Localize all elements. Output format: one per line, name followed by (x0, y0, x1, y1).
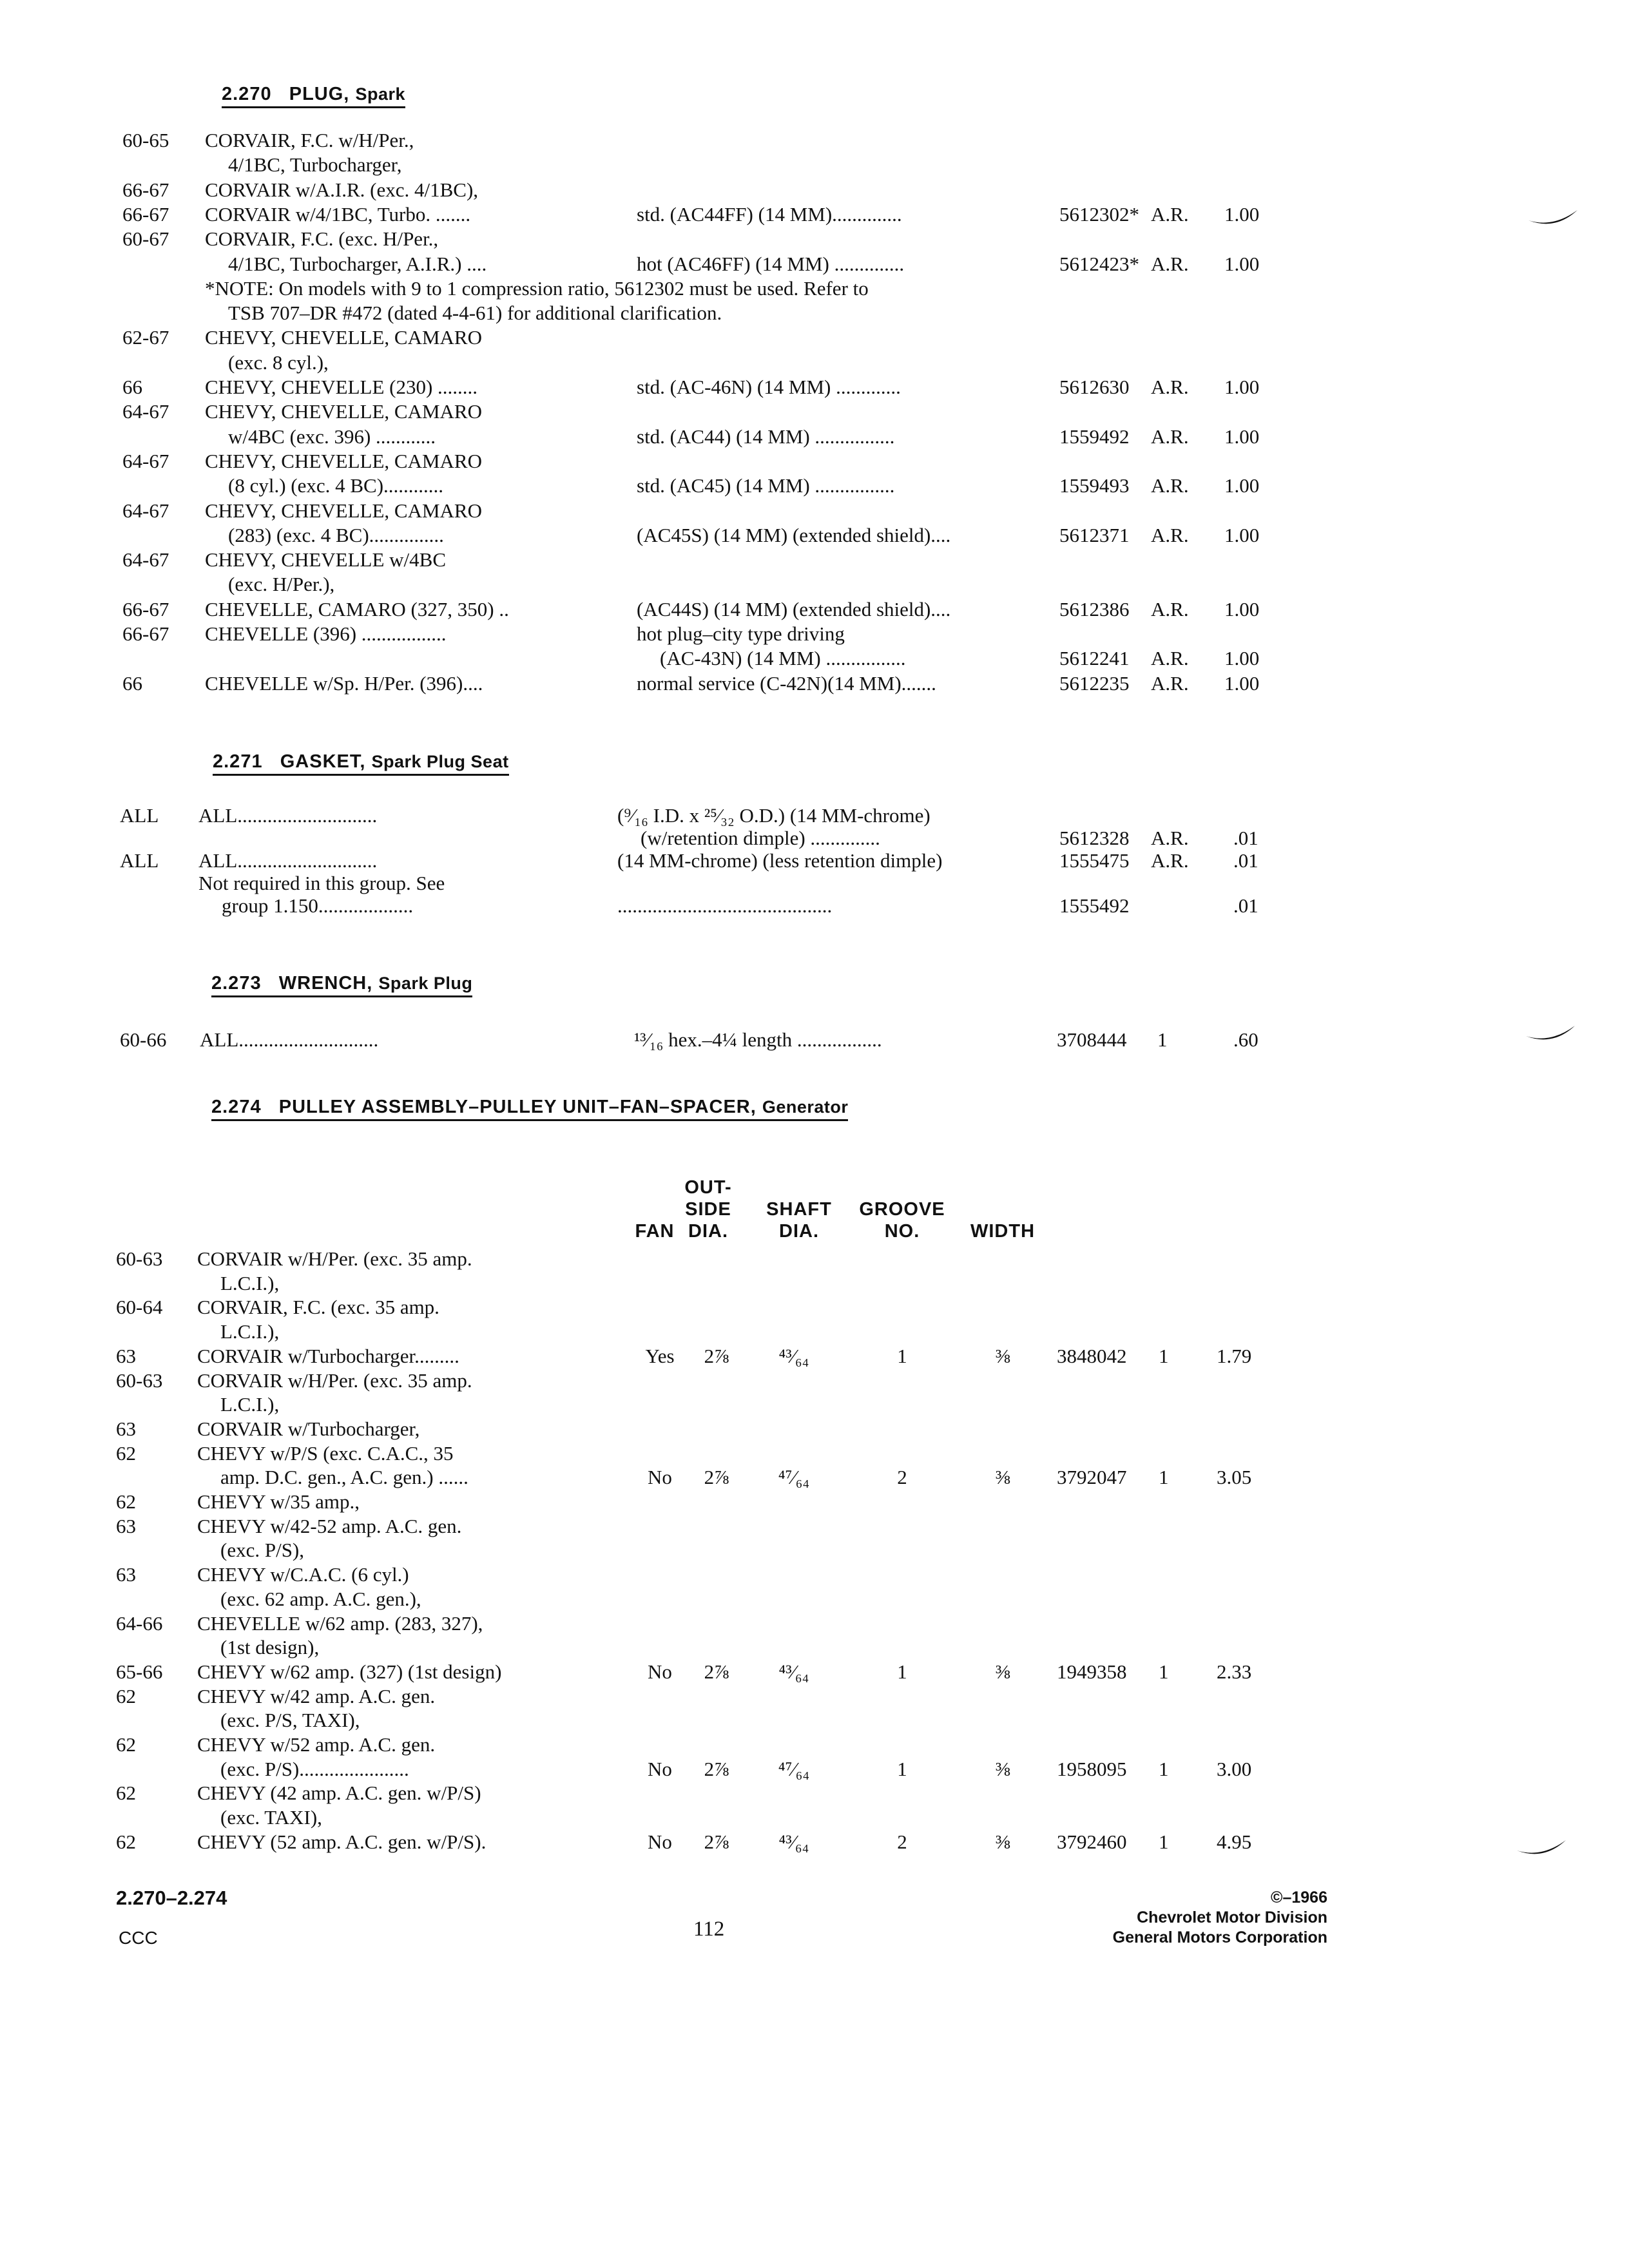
section-number: 2.274 (211, 1097, 262, 1117)
price: 4.95 (1217, 1830, 1252, 1853)
model-description: group 1.150................... (222, 894, 414, 917)
model-description: CHEVY, CHEVELLE, CAMARO (205, 326, 482, 349)
shaft-diameter: ⁴³⁄₆₄ (778, 1344, 809, 1367)
price: 1.00 (1224, 647, 1260, 670)
model-description: (exc. TAXI), (220, 1806, 322, 1829)
model-description: CHEVY (52 amp. A.C. gen. w/P/S). (197, 1830, 487, 1853)
model-description: CHEVY, CHEVELLE, CAMARO (205, 400, 482, 423)
quantity: A.R. (1151, 671, 1189, 695)
part-number: 5612235 (1059, 671, 1130, 695)
section-subtitle: Generator (762, 1097, 849, 1117)
outside-diameter: 2⅞ (704, 1344, 729, 1367)
year-range: 62 (116, 1490, 136, 1513)
binder-mark-icon (1525, 1021, 1576, 1046)
part-number: 3848042 (1057, 1344, 1127, 1367)
quantity: A.R. (1151, 849, 1189, 872)
model-description: CORVAIR, F.C. (exc. 35 amp. (197, 1296, 439, 1319)
price: 1.00 (1224, 474, 1260, 497)
model-description: L.C.I.), (220, 1271, 280, 1294)
year-range: 64-67 (122, 548, 169, 572)
year-range: 63 (116, 1417, 136, 1440)
year-range: 62-67 (122, 326, 169, 349)
section-subtitle: Spark Plug Seat (371, 752, 509, 771)
model-description: TSB 707–DR #472 (dated 4-4-61) for additional clarification. (228, 302, 722, 325)
part-number: 5612328 (1059, 827, 1130, 849)
year-range: 66 (122, 671, 142, 695)
groove-number: 2 (897, 1830, 907, 1853)
part-number: 5612371 (1059, 523, 1130, 546)
price: 1.00 (1224, 376, 1260, 398)
year-range: 64-67 (122, 449, 169, 472)
part-description: ........................................... (617, 894, 833, 917)
year-range: 62 (116, 1441, 136, 1465)
section-subtitle: Spark Plug (378, 974, 473, 993)
model-description: CHEVY w/35 amp., (197, 1490, 360, 1513)
part-description: hot plug–city type driving (637, 622, 845, 645)
section-heading-2-274 (211, 1097, 848, 1121)
section-title: PULLEY ASSEMBLY–PULLEY UNIT–FAN–SPACER, (278, 1097, 757, 1117)
model-description: CHEVELLE (396) ................. (205, 622, 447, 645)
groove-number: 2 (897, 1466, 907, 1489)
part-number: 5612423* (1059, 252, 1139, 275)
fan: No (648, 1466, 672, 1489)
price: 3.00 (1217, 1757, 1252, 1780)
model-description: Not required in this group. See (198, 872, 445, 894)
year-range: 60-63 (116, 1247, 163, 1270)
part-number: 5612302* (1059, 202, 1139, 226)
part-number: 5612241 (1059, 647, 1130, 670)
part-description: (AC-43N) (14 MM) ................ (660, 647, 906, 670)
price: 1.00 (1224, 425, 1260, 448)
model-description: CHEVY w/62 amp. (327) (1st design) (197, 1660, 502, 1683)
model-description: CORVAIR w/H/Per. (exc. 35 amp. (197, 1369, 472, 1392)
section-heading-2-270 (222, 84, 405, 108)
quantity: A.R. (1151, 202, 1189, 226)
year-range: 64-66 (116, 1611, 163, 1635)
part-number: 3792047 (1057, 1466, 1127, 1489)
width: ⅜ (995, 1344, 1010, 1367)
model-description: (exc. P/S, TAXI), (220, 1709, 360, 1732)
model-description: 4/1BC, Turbocharger, (228, 153, 402, 177)
model-description: (exc. P/S), (220, 1539, 305, 1562)
year-range: 64-67 (122, 499, 169, 522)
model-description: CORVAIR w/H/Per. (exc. 35 amp. (197, 1247, 472, 1270)
year-range: 66-67 (122, 178, 169, 201)
footer-code: CCC (119, 1928, 158, 1948)
fan: No (648, 1660, 672, 1683)
part-description: (w/retention dimple) .............. (641, 827, 880, 849)
model-description: CHEVELLE w/62 amp. (283, 327), (197, 1611, 483, 1635)
outside-diameter: 2⅞ (704, 1660, 729, 1683)
year-range: 62 (116, 1782, 136, 1805)
model-description: CORVAIR, F.C. w/H/Per., (205, 129, 414, 151)
groove-number: 1 (897, 1660, 907, 1683)
price: 1.00 (1224, 252, 1260, 275)
model-description: CHEVY w/52 amp. A.C. gen. (197, 1733, 436, 1756)
year-range: ALL (120, 804, 159, 827)
column-header-fan: FAN (635, 1221, 675, 1242)
part-number: 1555492 (1059, 894, 1130, 917)
model-description: CORVAIR w/Turbocharger, (197, 1417, 420, 1440)
model-description: ALL............................ (198, 804, 378, 827)
part-number: 5612630 (1059, 376, 1130, 398)
part-number: 1958095 (1057, 1757, 1127, 1780)
price: 1.79 (1217, 1344, 1252, 1367)
model-description: CHEVY, CHEVELLE, CAMARO (205, 449, 482, 472)
binder-mark-icon (1527, 205, 1579, 231)
section-subtitle: Spark (355, 84, 405, 104)
footer-group-range: 2.270–2.274 (116, 1887, 227, 1909)
part-number: 5612386 (1059, 597, 1130, 620)
quantity: A.R. (1151, 252, 1189, 275)
year-range: 66-67 (122, 202, 169, 226)
year-range: 64-67 (122, 400, 169, 423)
model-description: CHEVELLE w/Sp. H/Per. (396).... (205, 671, 483, 695)
model-description: CORVAIR w/4/1BC, Turbo. ....... (205, 202, 471, 226)
model-description: CHEVY, CHEVELLE (230) ........ (205, 376, 478, 398)
model-description: CHEVY, CHEVELLE, CAMARO (205, 499, 482, 522)
year-range: 60-67 (122, 227, 169, 251)
model-description: *NOTE: On models with 9 to 1 compression ratio, 5612302 must be used. Refer to (205, 276, 869, 300)
part-number: 3708444 (1057, 1028, 1127, 1051)
model-description: L.C.I.), (220, 1393, 280, 1416)
year-range: 66-67 (122, 597, 169, 620)
model-description: ALL............................ (200, 1028, 379, 1051)
part-description: (⁹⁄₁₆ I.D. x ²⁵⁄₃₂ O.D.) (14 MM-chrome) (617, 804, 930, 827)
quantity: A.R. (1151, 597, 1189, 620)
quantity: A.R. (1151, 376, 1189, 398)
part-description: std. (AC44FF) (14 MM).............. (637, 202, 902, 226)
model-description: CORVAIR, F.C. (exc. H/Per., (205, 227, 439, 251)
year-range: 60-65 (122, 129, 169, 151)
quantity: 1 (1157, 1028, 1168, 1051)
shaft-diameter: ⁴³⁄₆₄ (778, 1660, 809, 1683)
price: 3.05 (1217, 1466, 1252, 1489)
section-title: WRENCH, (278, 973, 373, 994)
model-description: L.C.I.), (220, 1320, 280, 1343)
price: 1.00 (1224, 202, 1260, 226)
column-header-groove-no: GROOVE NO. (859, 1199, 945, 1242)
part-number: 1559493 (1059, 474, 1130, 497)
price: .01 (1233, 849, 1258, 872)
footer-division: Chevrolet Motor Division (1137, 1908, 1327, 1927)
section-title: PLUG, (289, 84, 350, 104)
part-description: normal service (C-42N)(14 MM)....... (637, 671, 936, 695)
year-range: 62 (116, 1684, 136, 1707)
year-range: 65-66 (116, 1660, 163, 1683)
section-title: GASKET, (280, 751, 366, 772)
width: ⅜ (995, 1660, 1010, 1683)
part-description: (14 MM-chrome) (less retention dimple) (617, 849, 943, 872)
price: 1.00 (1224, 523, 1260, 546)
price: 2.33 (1217, 1660, 1252, 1683)
model-description: w/4BC (exc. 396) ............ (228, 425, 436, 448)
model-description: CHEVY w/42-52 amp. A.C. gen. (197, 1514, 462, 1537)
model-description: CHEVY (42 amp. A.C. gen. w/P/S) (197, 1782, 481, 1805)
model-description: CORVAIR w/Turbocharger......... (197, 1344, 459, 1367)
model-description: 4/1BC, Turbocharger, A.I.R.) .... (228, 252, 487, 275)
part-number: 1559492 (1059, 425, 1130, 448)
footer-copyright: ©–1966 (1271, 1888, 1327, 1907)
year-range: 60-63 (116, 1369, 163, 1392)
year-range: 66 (122, 376, 142, 398)
quantity: A.R. (1151, 474, 1189, 497)
quantity: A.R. (1151, 425, 1189, 448)
part-description: std. (AC45) (14 MM) ................ (637, 474, 895, 497)
width: ⅜ (995, 1830, 1010, 1853)
part-description: std. (AC-46N) (14 MM) ............. (637, 376, 901, 398)
binder-mark-icon (1516, 1835, 1567, 1861)
outside-diameter: 2⅞ (704, 1830, 729, 1853)
quantity: 1 (1159, 1660, 1169, 1683)
model-description: (283) (exc. 4 BC)............... (228, 523, 444, 546)
part-description: hot (AC46FF) (14 MM) .............. (637, 252, 905, 275)
model-description: CHEVY w/P/S (exc. C.A.C., 35 (197, 1441, 454, 1465)
section-heading-2-271 (213, 751, 509, 776)
year-range: 63 (116, 1344, 136, 1367)
width: ⅜ (995, 1757, 1010, 1780)
model-description: ALL............................ (198, 849, 378, 872)
model-description: (exc. P/S)...................... (220, 1757, 409, 1780)
part-description: (AC45S) (14 MM) (extended shield).... (637, 523, 951, 546)
quantity: A.R. (1151, 647, 1189, 670)
part-description: (AC44S) (14 MM) (extended shield).... (637, 597, 951, 620)
quantity: 1 (1159, 1830, 1169, 1853)
model-description: CORVAIR w/A.I.R. (exc. 4/1BC), (205, 178, 479, 201)
model-description: (exc. H/Per.), (228, 573, 335, 596)
page-number: 112 (693, 1917, 725, 1941)
part-description: std. (AC44) (14 MM) ................ (637, 425, 895, 448)
footer-corporation: General Motors Corporation (1112, 1928, 1327, 1946)
section-heading-2-273 (211, 973, 472, 997)
groove-number: 1 (897, 1344, 907, 1367)
quantity: 1 (1159, 1466, 1169, 1489)
model-description: CHEVELLE, CAMARO (327, 350) .. (205, 597, 509, 620)
part-number: 3792460 (1057, 1830, 1127, 1853)
year-range: 63 (116, 1514, 136, 1537)
outside-diameter: 2⅞ (704, 1757, 729, 1780)
shaft-diameter: ⁴³⁄₆₄ (778, 1830, 809, 1853)
model-description: (8 cyl.) (exc. 4 BC)............ (228, 474, 444, 497)
model-description: (exc. 62 amp. A.C. gen.), (220, 1587, 421, 1610)
quantity: A.R. (1151, 523, 1189, 546)
width: ⅜ (995, 1466, 1010, 1489)
price: 1.00 (1224, 597, 1260, 620)
part-description: ¹³⁄₁₆ hex.–4¼ length ................. (634, 1028, 882, 1051)
year-range: 62 (116, 1830, 136, 1853)
year-range: 60-64 (116, 1296, 163, 1319)
footer-publisher (1031, 1888, 1327, 1948)
model-description: CHEVY w/42 amp. A.C. gen. (197, 1684, 436, 1707)
fan: Yes (645, 1344, 675, 1367)
section-number: 2.271 (213, 751, 263, 772)
groove-number: 1 (897, 1757, 907, 1780)
quantity: A.R. (1151, 827, 1189, 849)
year-range: ALL (120, 849, 159, 872)
outside-diameter: 2⅞ (704, 1466, 729, 1489)
price: .01 (1233, 827, 1258, 849)
part-number: 1555475 (1059, 849, 1130, 872)
price: .01 (1233, 894, 1258, 917)
model-description: CHEVY, CHEVELLE w/4BC (205, 548, 447, 572)
section-number: 2.270 (222, 84, 272, 104)
model-description: (exc. 8 cyl.), (228, 351, 329, 374)
model-description: amp. D.C. gen., A.C. gen.) ...... (220, 1466, 468, 1489)
shaft-diameter: ⁴⁷⁄₆₄ (778, 1466, 810, 1489)
fan: No (648, 1757, 672, 1780)
section-number: 2.273 (211, 973, 262, 994)
column-header-shaft-dia: SHAFT DIA. (766, 1199, 832, 1242)
price: .60 (1233, 1028, 1258, 1051)
year-range: 66-67 (122, 622, 169, 645)
part-number: 1949358 (1057, 1660, 1127, 1683)
price: 1.00 (1224, 671, 1260, 695)
quantity: 1 (1159, 1757, 1169, 1780)
quantity: 1 (1159, 1344, 1169, 1367)
fan: No (648, 1830, 672, 1853)
column-header-width: WIDTH (970, 1221, 1036, 1242)
year-range: 60-66 (120, 1028, 167, 1051)
model-description: CHEVY w/C.A.C. (6 cyl.) (197, 1563, 409, 1586)
column-header-outside-dia: OUT- SIDE DIA. (684, 1177, 732, 1242)
year-range: 63 (116, 1563, 136, 1586)
year-range: 62 (116, 1733, 136, 1756)
model-description: (1st design), (220, 1636, 320, 1659)
shaft-diameter: ⁴⁷⁄₆₄ (778, 1757, 810, 1780)
